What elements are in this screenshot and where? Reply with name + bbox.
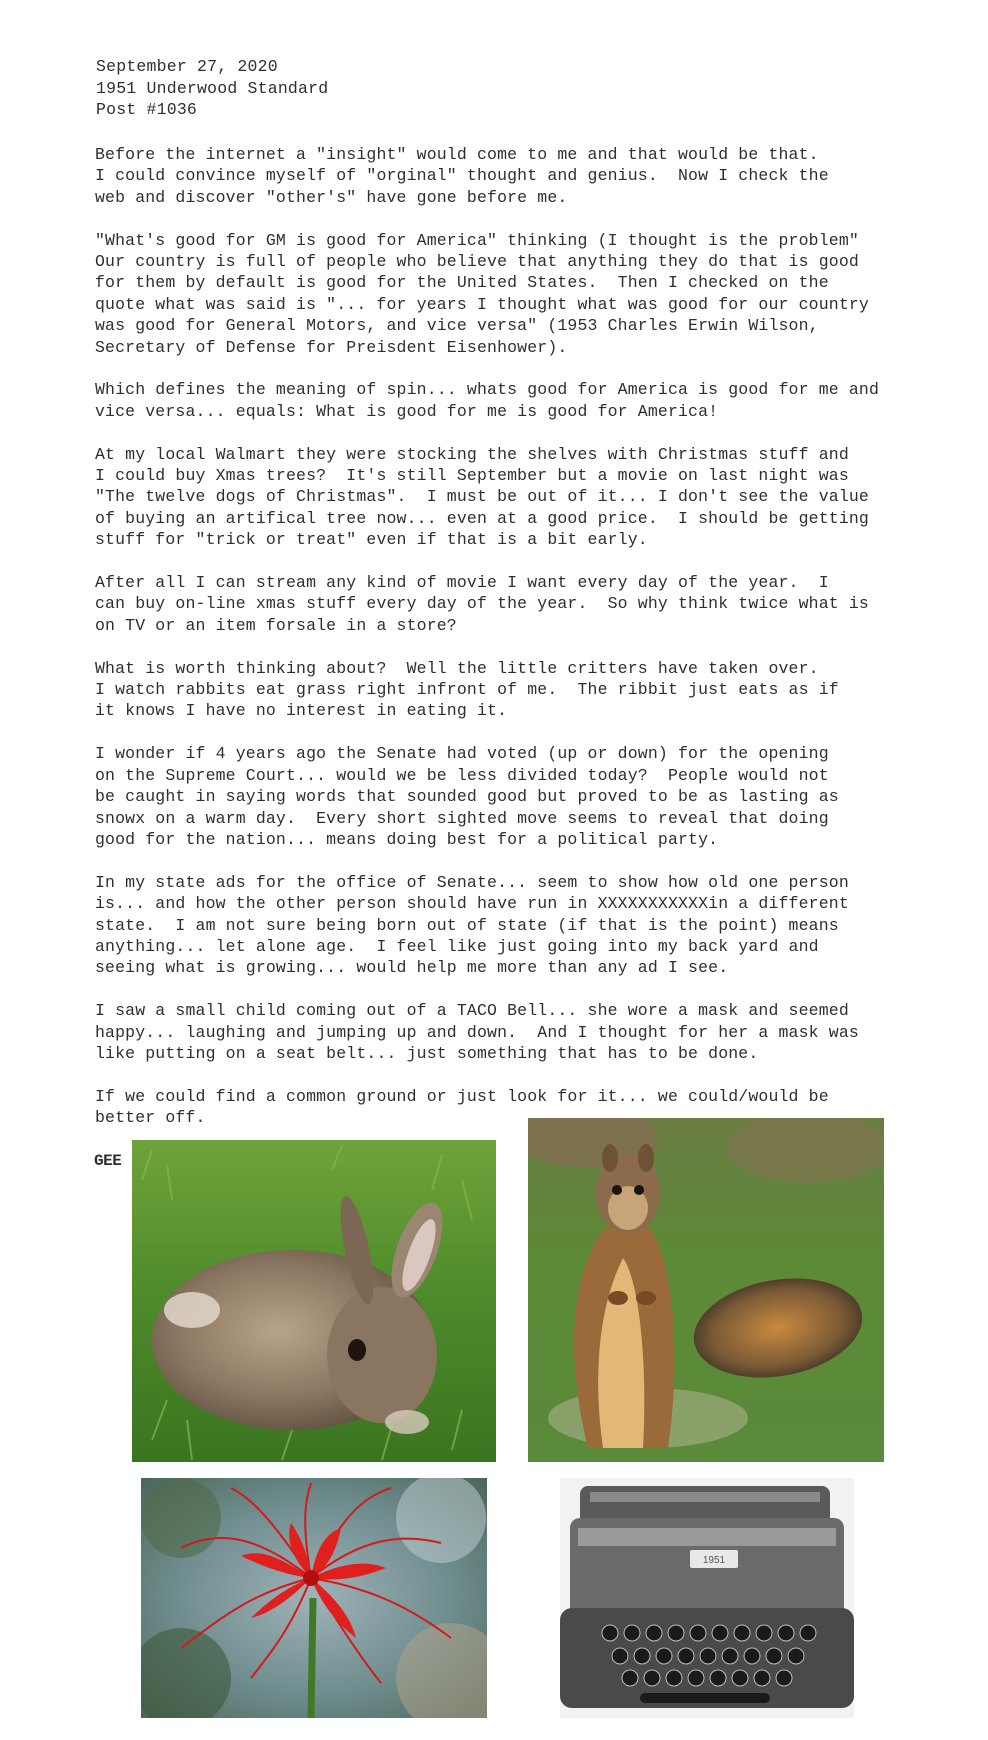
text-line: I could convince myself of "orginal" thought and genius. Now I check the bbox=[95, 166, 829, 186]
text-line: is... and how the other person should have run in XXXXXXXXXXXin a different bbox=[95, 894, 849, 914]
paragraph bbox=[95, 144, 945, 208]
text-line: good for the nation... means doing best for a political party. bbox=[95, 829, 719, 849]
text-line: web and discover "other's" have gone before me. bbox=[95, 187, 568, 207]
text-line: it knows I have no interest in eating it. bbox=[95, 701, 508, 721]
typewriter-photo bbox=[560, 1478, 854, 1718]
text-line: for them by default is good for the United States. Then I checked on the bbox=[95, 273, 829, 293]
text-line: seeing what is growing... would help me more than any ad I see. bbox=[95, 958, 729, 978]
text-line: Which defines the meaning of spin... whats good for America is good for me and bbox=[95, 380, 880, 400]
paragraph bbox=[95, 872, 945, 979]
text-line: "What's good for GM is good for America" thinking (I thought is the problem" bbox=[95, 230, 859, 250]
paragraph bbox=[95, 230, 945, 358]
paragraph bbox=[95, 444, 945, 551]
text-line: "The twelve dogs of Christmas". I must be out of it... I don't see the value bbox=[95, 487, 869, 507]
text-line: What is worth thinking about? Well the little critters have taken over. bbox=[95, 658, 819, 678]
text-line: After all I can stream any kind of movie I want every day of the year. I bbox=[95, 573, 829, 593]
post-header bbox=[96, 56, 328, 121]
text-line: I could buy Xmas trees? It's still September but a movie on last night was bbox=[95, 466, 849, 486]
text-line: happy... laughing and jumping up and down. And I thought for her a mask was bbox=[95, 1022, 859, 1042]
text-line: vice versa... equals: What is good for me is good for America! bbox=[95, 401, 719, 421]
signoff-initials: GEE bbox=[94, 1152, 122, 1170]
paragraph bbox=[95, 743, 945, 850]
text-line: can buy on-line xmas stuff every day of the year. So why think twice what is bbox=[95, 594, 869, 614]
text-line: on the Supreme Court... would we be less divided today? People would not bbox=[95, 765, 829, 785]
typewriter-model: 1951 Underwood Standard bbox=[96, 78, 329, 98]
paragraph bbox=[95, 1000, 945, 1064]
post-number: Post #1036 bbox=[96, 100, 198, 119]
text-line: If we could find a common ground or just look for it... we could/would be bbox=[95, 1086, 829, 1106]
text-line: At my local Walmart they were stocking the shelves with Christmas stuff and bbox=[95, 444, 849, 464]
text-line: Before the internet a "insight" would come to me and that would be that. bbox=[95, 145, 819, 164]
text-line: quote what was said is "... for years I thought what was good for our country bbox=[95, 294, 869, 314]
text-line: stuff for "trick or treat" even if that is a bit early. bbox=[95, 530, 648, 550]
text-line: anything... let alone age. I feel like just going into my back yard and bbox=[95, 936, 819, 956]
text-line: state. I am not sure being born out of state (if that is the point) means bbox=[95, 915, 839, 935]
text-line: snowx on a warm day. Every short sighted move seems to reveal that doing bbox=[95, 808, 829, 828]
text-line: on TV or an item forsale in a store? bbox=[95, 615, 457, 635]
text-line: better off. bbox=[95, 1108, 206, 1128]
text-line: I wonder if 4 years ago the Senate had voted (up or down) for the opening bbox=[95, 744, 829, 764]
red-spider-lily-photo bbox=[141, 1478, 487, 1718]
squirrel-photo bbox=[528, 1118, 884, 1462]
text-line: I watch rabbits eat grass right infront of me. The ribbit just eats as if bbox=[95, 680, 839, 700]
post-body bbox=[95, 144, 945, 1150]
text-line: I saw a small child coming out of a TACO Bell... she wore a mask and seemed bbox=[95, 1001, 849, 1021]
text-line: Secretary of Defense for Preisdent Eisenhower). bbox=[95, 337, 568, 357]
text-line: be caught in saying words that sounded good but proved to be as lasting as bbox=[95, 787, 839, 807]
paragraph bbox=[95, 572, 945, 636]
rabbit-photo bbox=[132, 1140, 496, 1462]
typewriter-plate-text: 1951 bbox=[702, 1555, 726, 1566]
text-line: Our country is full of people who believe that anything they do that is good bbox=[95, 252, 859, 272]
text-line: of buying an artifical tree now... even at a good price. I should be getting bbox=[95, 508, 869, 528]
paragraph bbox=[95, 658, 945, 722]
text-line: In my state ads for the office of Senate... seem to show how old one person bbox=[95, 872, 849, 892]
post-date: September 27, 2020 bbox=[96, 57, 278, 76]
text-line: like putting on a seat belt... just something that has to be done. bbox=[95, 1043, 759, 1063]
paragraph bbox=[95, 379, 945, 422]
text-line: was good for General Motors, and vice versa" (1953 Charles Erwin Wilson, bbox=[95, 316, 819, 336]
